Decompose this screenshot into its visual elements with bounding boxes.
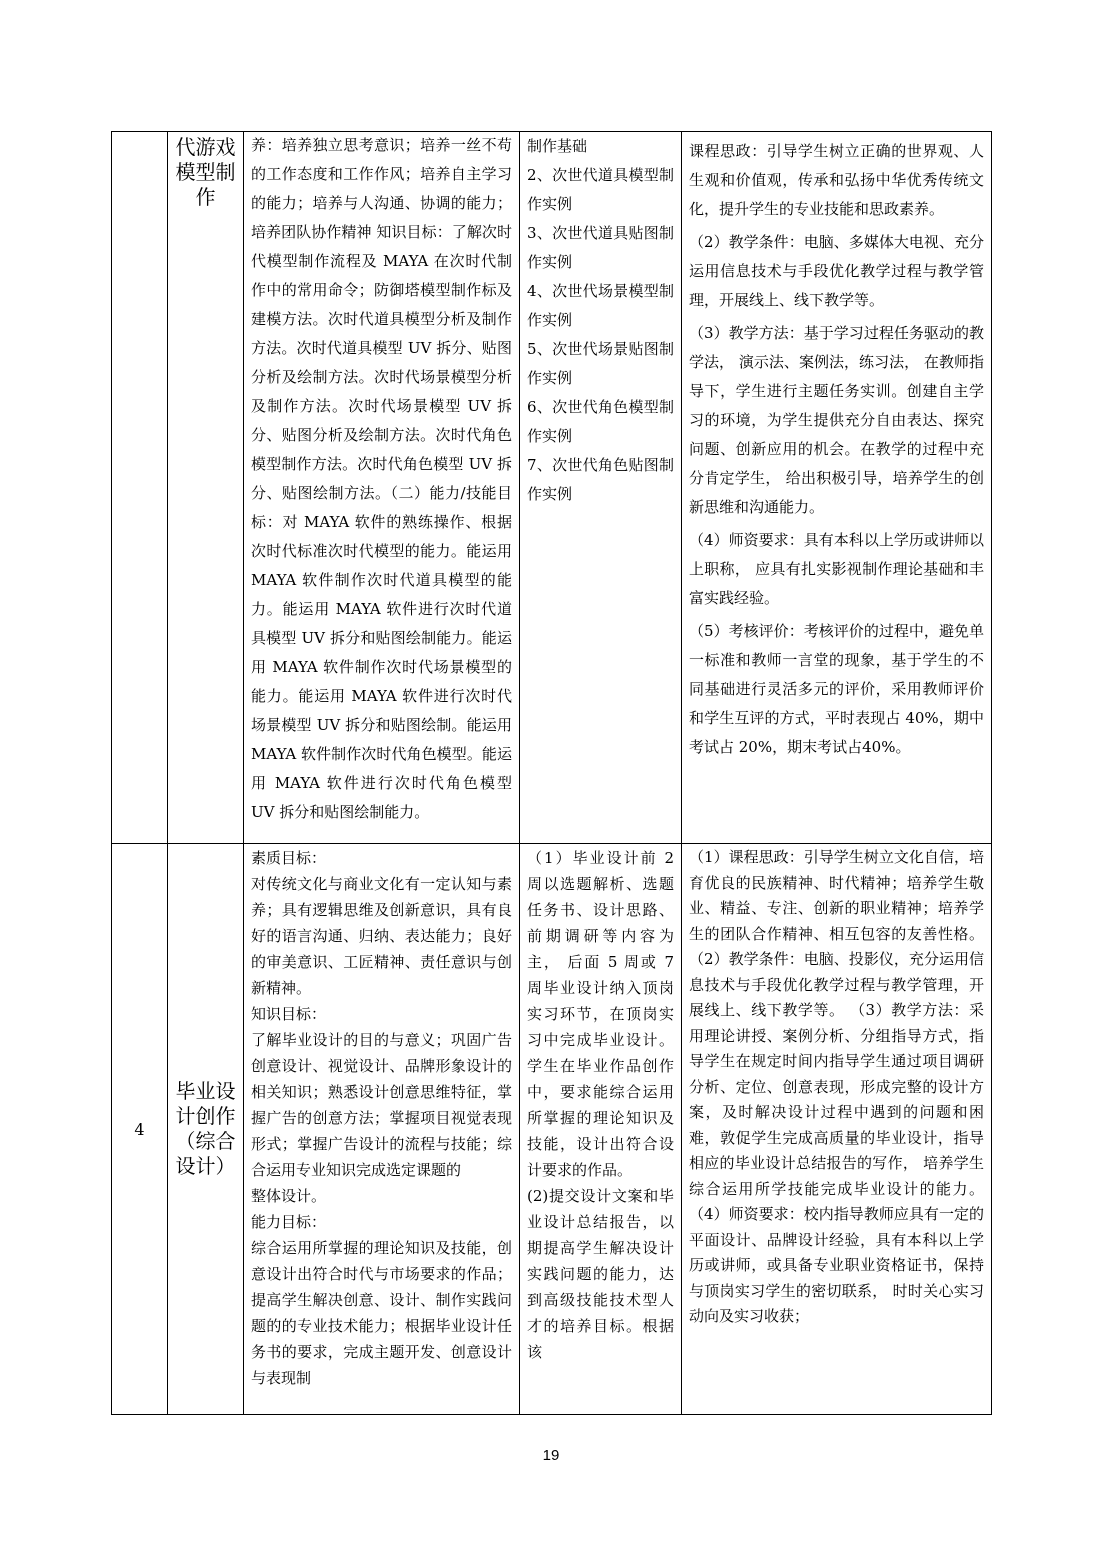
course-goals-cell: [244, 844, 520, 1415]
page-number: 19: [542, 1447, 560, 1464]
course-requirements-cell: [682, 844, 992, 1415]
requirement-paragraph: （2）教学条件：电脑、多媒体大电视、充分运用信息技术与手段优化教学过程与教学管理，开展线上、线下教学等。: [689, 233, 984, 309]
goal-line: 能力目标：: [251, 1213, 327, 1231]
course-number-cell: 4: [112, 844, 168, 1415]
project-item: (2)提交设计文案和毕业设计总结报告，以期提高学生解决设计实践问题的能力，达到高级技能技术型人才的培养目标。根据该: [527, 1187, 674, 1361]
curriculum-table: [111, 131, 992, 1415]
course-requirements-cell: [682, 132, 992, 844]
goal-line: 综合运用所掌握的理论知识及技能，创意设计出符合时代与市场要求的作品；提高学生解决创意、设计、制作实践问题的的专业技术能力；根据毕业设计任务书的要求，完成主题开发、创意设计与表现制: [251, 1239, 512, 1387]
project-item: 2、次世代道具模型制作实例: [527, 166, 674, 213]
requirement-paragraph: （4）师资要求：具有本科以上学历或讲师以上职称， 应具有扎实影视制作理论基础和丰富实践经验。: [689, 531, 984, 607]
project-item: 3、次世代道具贴图制作实例: [527, 224, 674, 271]
course-goals-text: 养：培养独立思考意识；培养一丝不苟的工作态度和工作作风；培养自主学习的能力；培养与人沟通、协调的能力；培养团队协作精神 知识目标：了解次时代模型制作流程及 MAYA 在次时代制作中的常用命令；防御塔模型制作标及建模方法。次时代道具模型分析及制作方法。次时代道具模型 UV 拆分、贴图分析及绘制方法。次时代场景模型分析及制作方法。次时代场景模型 UV 拆分、贴图分析及绘制方法。次时代角色模型制作方法。次时代角色模型 UV 拆分、贴图绘制方法。（二）能力/技能目标：对 MAYA 软件的熟练操作、根据次时代标准次时代模型的能力。能运用 MAYA 软件制作次时代道具模型的能力。能运用 MAYA 软件进行次时代道具模型 UV 拆分和贴图绘制能力。能运用 MAYA 软件制作次时代场景模型的能力。能运用 MAYA 软件进行次时代场景模型 UV 拆分和贴图绘制。能运用 MAYA 软件制作次时代角色模型。能运用 MAYA 软件进行次时代角色模型 UV 拆分和贴图绘制能力。: [251, 136, 512, 821]
project-item: 5、次世代场景贴图制作实例: [527, 340, 674, 387]
course-name-cell: [168, 844, 244, 1415]
project-item: 制作基础: [527, 137, 588, 155]
project-item: 7、次世代角色贴图制作实例: [527, 456, 674, 503]
goal-line: 整体设计。: [251, 1187, 327, 1205]
course-projects-list: [520, 132, 681, 509]
goal-line: 了解毕业设计的目的与意义；巩固广告创意设计、视觉设计、品牌形象设计的相关知识；熟悉设计创意思维特征，掌握广告的创意方法；掌握项目视觉表现形式；掌握广告设计的流程与技能；综合运用专业知识完成选定课题的: [251, 1031, 512, 1179]
course-name: 毕业设计创作（综合设计）: [175, 1079, 236, 1178]
requirement-paragraph: 课程思政：引导学生树立正确的世界观、人生观和价值观，传承和弘扬中华优秀传统文化，提升学生的专业技能和思政素养。: [689, 142, 984, 218]
course-name-cell: [168, 132, 244, 844]
goal-line: 素质目标：: [251, 849, 327, 867]
course-goals-text: [244, 844, 519, 1391]
table-row: [112, 844, 992, 1415]
course-requirements-text: （1）课程思政：引导学生树立文化自信，培育优良的民族精神、时代精神；培养学生敬业、精益、专注、创新的职业精神；培养学生的团队合作精神、相互包容的友善性格。 （2）教学条件：电脑、投影仪，充分运用信息技术与手段优化教学过程与教学管理，开展线上、线下教学等。 （3）教学方法：采用理论讲授、案例分析、分组指导方式，指导学生在规定时间内指导学生通过项目调研分析、定位、创意表现，形成完整的设计方案，及时解决设计过程中遇到的问题和困难，敦促学生完成高质量的毕业设计，指导相应的毕业设计总结报告的写作， 培养学生综合运用所学技能完成毕业设计的能力。 （4）师资要求：校内指导教师应具有一定的平面设计、品牌设计经验，具有本科以上学历或讲师，或具备专业职业资格证书，保持与顶岗实习学生的密切联系， 时时关心实习 动向及实习收获；: [689, 848, 984, 1325]
course-number-cell: [112, 132, 168, 844]
course-name: 代游戏模型制作: [175, 135, 236, 209]
table-row: [112, 132, 992, 844]
project-item: 4、次世代场景模型制作实例: [527, 282, 674, 329]
requirement-paragraph: （5）考核评价：考核评价的过程中，避免单一标准和教师一言堂的现象，基于学生的不同基础进行灵活多元的评价，采用教师评价和学生互评的方式，平时表现占 40%，期中考试占 20%，期末考试占40%。: [689, 622, 984, 756]
requirement-paragraph: （3）教学方法：基于学习过程任务驱动的教学法， 演示法、案例法，练习法， 在教师指导下，学生进行主题任务实训。创建自主学习的环境，为学生提供充分自由表达、探究问题、创新应用的机会。在教学的过程中充分肯定学生， 给出积极引导，培养学生的创新思维和沟通能力。: [689, 324, 984, 516]
project-item: 6、次世代角色模型制作实例: [527, 398, 674, 445]
goal-line: 对传统文化与商业文化有一定认知与素养；具有逻辑思维及创新意识，具有良好的语言沟通、归纳、表达能力；良好的审美意识、工匠精神、责任意识与创新精神。: [251, 875, 512, 997]
goal-line: 知识目标：: [251, 1005, 327, 1023]
course-projects-list: [520, 844, 681, 1365]
course-goals-cell: [244, 132, 520, 844]
course-projects-cell: [520, 132, 682, 844]
course-requirements-text: [682, 132, 991, 762]
course-projects-cell: [520, 844, 682, 1415]
project-item: （1）毕业设计前 2 周以选题解析、选题任务书、设计思路、前期调研等内容为主， 后面 5 周或 7 周毕业设计纳入顶岗实习环节，在顶岗实习中完成毕业设计。学生在毕业作品创作中，要求能综合运用所掌握的理论知识及技能，设计出符合设计要求的作品。: [527, 849, 674, 1179]
